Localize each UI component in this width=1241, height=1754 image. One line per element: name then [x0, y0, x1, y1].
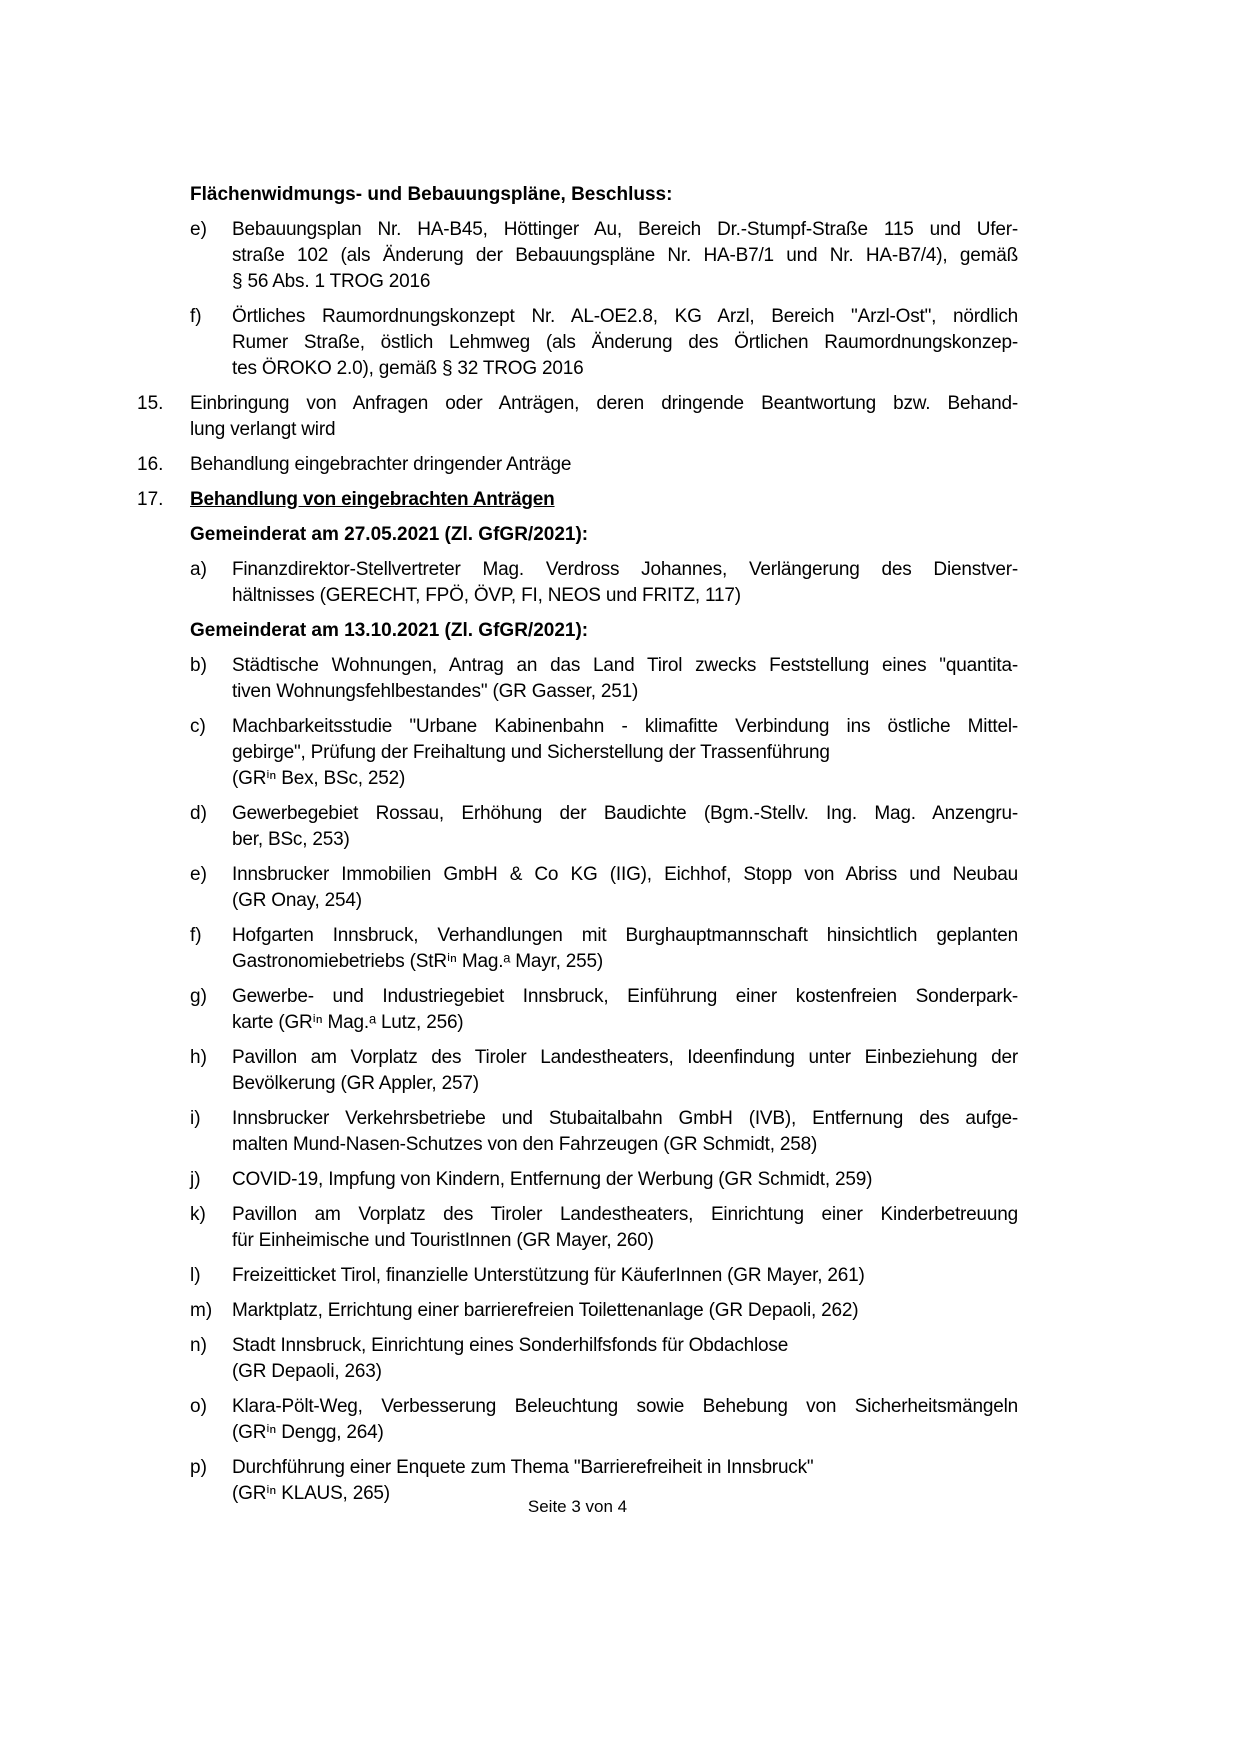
item-label: l): [190, 1265, 201, 1286]
text-line: straße 102 (als Änderung der Bebauungspläne Nr. HA-B7/1 und Nr. HA-B7/4), gemäß: [232, 245, 1018, 266]
text-line: Städtische Wohnungen, Antrag an das Land Tirol zwecks Feststellung eines "quantita-: [232, 655, 1018, 676]
item-label: m): [190, 1300, 213, 1321]
item-text: [232, 862, 1018, 914]
item-text: [232, 1263, 1018, 1289]
text-line: (GRⁱⁿ Dengg, 264): [232, 1422, 384, 1443]
agenda-item: [137, 304, 1018, 382]
agenda-item: [137, 714, 1018, 792]
text-line: lung verlangt wird: [190, 419, 336, 440]
heading-text: Flächenwidmungs- und Bebauungspläne, Beschluss:: [190, 184, 673, 205]
text-line: malten Mund-Nasen-Schutzes von den Fahrzeugen (GR Schmidt, 258): [232, 1134, 818, 1155]
item-label: g): [190, 986, 207, 1007]
text-line: Behandlung von eingebrachten Anträgen: [190, 489, 555, 510]
item-label: c): [190, 716, 206, 737]
item-text: [232, 1202, 1018, 1254]
agenda-item: [137, 923, 1018, 975]
text-line: Machbarkeitsstudie "Urbane Kabinenbahn - klimafitte Verbindung ins östliche Mittel-: [232, 716, 1018, 737]
text-line: Hofgarten Innsbruck, Verhandlungen mit Burghauptmannschaft hinsichtlich geplanten: [232, 925, 1018, 946]
text-line: Gastronomiebetriebs (StRⁱⁿ Mag.ᵃ Mayr, 255): [232, 951, 603, 972]
text-line: (GR Onay, 254): [232, 890, 362, 911]
agenda-item: [137, 801, 1018, 853]
agenda-item: [137, 487, 1018, 513]
agenda-item: [137, 1394, 1018, 1446]
document-content: [137, 182, 1018, 1516]
text-line: Freizeitticket Tirol, finanzielle Unterstützung für KäuferInnen (GR Mayer, 261): [232, 1265, 865, 1286]
item-text: [232, 714, 1018, 792]
text-line: Örtliches Raumordnungskonzept Nr. AL-OE2.8, KG Arzl, Bereich "Arzl-Ost", nördlich: [232, 306, 1018, 327]
item-text: [232, 557, 1018, 609]
agenda-item: [137, 1167, 1018, 1193]
text-line: Gewerbegebiet Rossau, Erhöhung der Baudichte (Bgm.-Stellv. Ing. Mag. Anzengru-: [232, 803, 1018, 824]
agenda-item: [137, 452, 1018, 478]
section-heading: [137, 618, 1018, 644]
heading-text: Gemeinderat am 27.05.2021 (Zl. GfGR/2021):: [190, 524, 589, 545]
text-line: Bevölkerung (GR Appler, 257): [232, 1073, 479, 1094]
text-line: Gewerbe- und Industriegebiet Innsbruck, Einführung einer kostenfreien Sonderpark-: [232, 986, 1018, 1007]
text-line: Stadt Innsbruck, Einrichtung eines Sonderhilfsfonds für Obdachlose: [232, 1335, 789, 1356]
item-label: 15.: [137, 393, 164, 414]
heading-text: Gemeinderat am 13.10.2021 (Zl. GfGR/2021):: [190, 620, 589, 641]
text-line: (GRⁱⁿ Bex, BSc, 252): [232, 768, 406, 789]
text-line: Innsbrucker Verkehrsbetriebe und Stubaitalbahn GmbH (IVB), Entfernung des aufge-: [232, 1108, 1018, 1129]
item-text: [232, 1333, 1018, 1385]
text-line: (GR Depaoli, 263): [232, 1361, 382, 1382]
item-text: [190, 487, 1018, 513]
agenda-item: [137, 391, 1018, 443]
agenda-item: [137, 984, 1018, 1036]
item-text: [232, 1394, 1018, 1446]
text-line: COVID-19, Impfung von Kindern, Entfernung der Werbung (GR Schmidt, 259): [232, 1169, 873, 1190]
item-text: [232, 984, 1018, 1036]
item-text: [232, 217, 1018, 295]
page-number: Seite 3 von 4: [527, 1497, 628, 1516]
item-text: [190, 452, 1018, 478]
item-label: h): [190, 1047, 207, 1068]
section-heading: [137, 522, 1018, 548]
text-line: tes ÖROKO 2.0), gemäß § 32 TROG 2016: [232, 358, 584, 379]
item-label: e): [190, 864, 207, 885]
agenda-item: [137, 217, 1018, 295]
text-line: Pavillon am Vorplatz des Tiroler Landestheaters, Einrichtung einer Kinderbetreuung: [232, 1204, 1018, 1225]
item-label: 16.: [137, 454, 164, 475]
text-line: (GRⁱⁿ KLAUS, 265): [232, 1483, 390, 1504]
text-line: Pavillon am Vorplatz des Tiroler Landestheaters, Ideenfindung unter Einbeziehung der: [232, 1047, 1018, 1068]
agenda-item: [137, 557, 1018, 609]
item-text: [232, 1106, 1018, 1158]
item-label: f): [190, 306, 202, 327]
item-text: [232, 1167, 1018, 1193]
item-label: 17.: [137, 489, 164, 510]
item-label: n): [190, 1335, 207, 1356]
text-line: karte (GRⁱⁿ Mag.ᵃ Lutz, 256): [232, 1012, 464, 1033]
text-line: Einbringung von Anfragen oder Anträgen, deren dringende Beantwortung bzw. Behand-: [190, 393, 1018, 414]
item-label: b): [190, 655, 207, 676]
agenda-item: [137, 1045, 1018, 1097]
item-label: d): [190, 803, 207, 824]
text-line: Finanzdirektor-Stellvertreter Mag. Verdross Johannes, Verlängerung des Dienstver-: [232, 559, 1018, 580]
agenda-item: [137, 862, 1018, 914]
item-label: i): [190, 1108, 201, 1129]
agenda-item: [137, 1263, 1018, 1289]
item-label: o): [190, 1396, 207, 1417]
text-line: gebirge", Prüfung der Freihaltung und Sicherstellung der Trassenführung: [232, 742, 830, 763]
item-label: a): [190, 559, 207, 580]
text-line: Behandlung eingebrachter dringender Anträge: [190, 454, 572, 475]
agenda-item: [137, 653, 1018, 705]
text-line: Marktplatz, Errichtung einer barrierefreien Toilettenanlage (GR Depaoli, 262): [232, 1300, 859, 1321]
item-label: p): [190, 1457, 207, 1478]
item-text: [232, 653, 1018, 705]
item-label: f): [190, 925, 202, 946]
agenda-item: [137, 1202, 1018, 1254]
section-heading: [137, 182, 1018, 208]
item-text: [190, 391, 1018, 443]
item-label: j): [190, 1169, 201, 1190]
agenda-item: [137, 1333, 1018, 1385]
item-text: [232, 1298, 1018, 1324]
item-text: [232, 1045, 1018, 1097]
text-line: § 56 Abs. 1 TROG 2016: [232, 271, 431, 292]
agenda-item: [137, 1298, 1018, 1324]
text-line: Durchführung einer Enquete zum Thema "Barrierefreiheit in Innsbruck": [232, 1457, 814, 1478]
item-label: k): [190, 1204, 206, 1225]
text-line: Innsbrucker Immobilien GmbH & Co KG (IIG), Eichhof, Stopp von Abriss und Neubau: [232, 864, 1018, 885]
item-label: e): [190, 219, 207, 240]
agenda-item: [137, 1106, 1018, 1158]
text-line: für Einheimische und TouristInnen (GR Mayer, 260): [232, 1230, 654, 1251]
item-text: [232, 923, 1018, 975]
item-text: [232, 801, 1018, 853]
text-line: Klara-Pölt-Weg, Verbesserung Beleuchtung sowie Behebung von Sicherheitsmängeln: [232, 1396, 1018, 1417]
text-line: Rumer Straße, östlich Lehmweg (als Änderung des Örtlichen Raumordnungskonzep-: [232, 332, 1018, 353]
text-line: ber, BSc, 253): [232, 829, 350, 850]
text-line: Bebauungsplan Nr. HA-B45, Höttinger Au, Bereich Dr.-Stumpf-Straße 115 und Ufer-: [232, 219, 1018, 240]
item-text: [232, 304, 1018, 382]
text-line: hältnisses (GERECHT, FPÖ, ÖVP, FI, NEOS und FRITZ, 117): [232, 585, 741, 606]
text-line: tiven Wohnungsfehlbestandes" (GR Gasser, 251): [232, 681, 639, 702]
